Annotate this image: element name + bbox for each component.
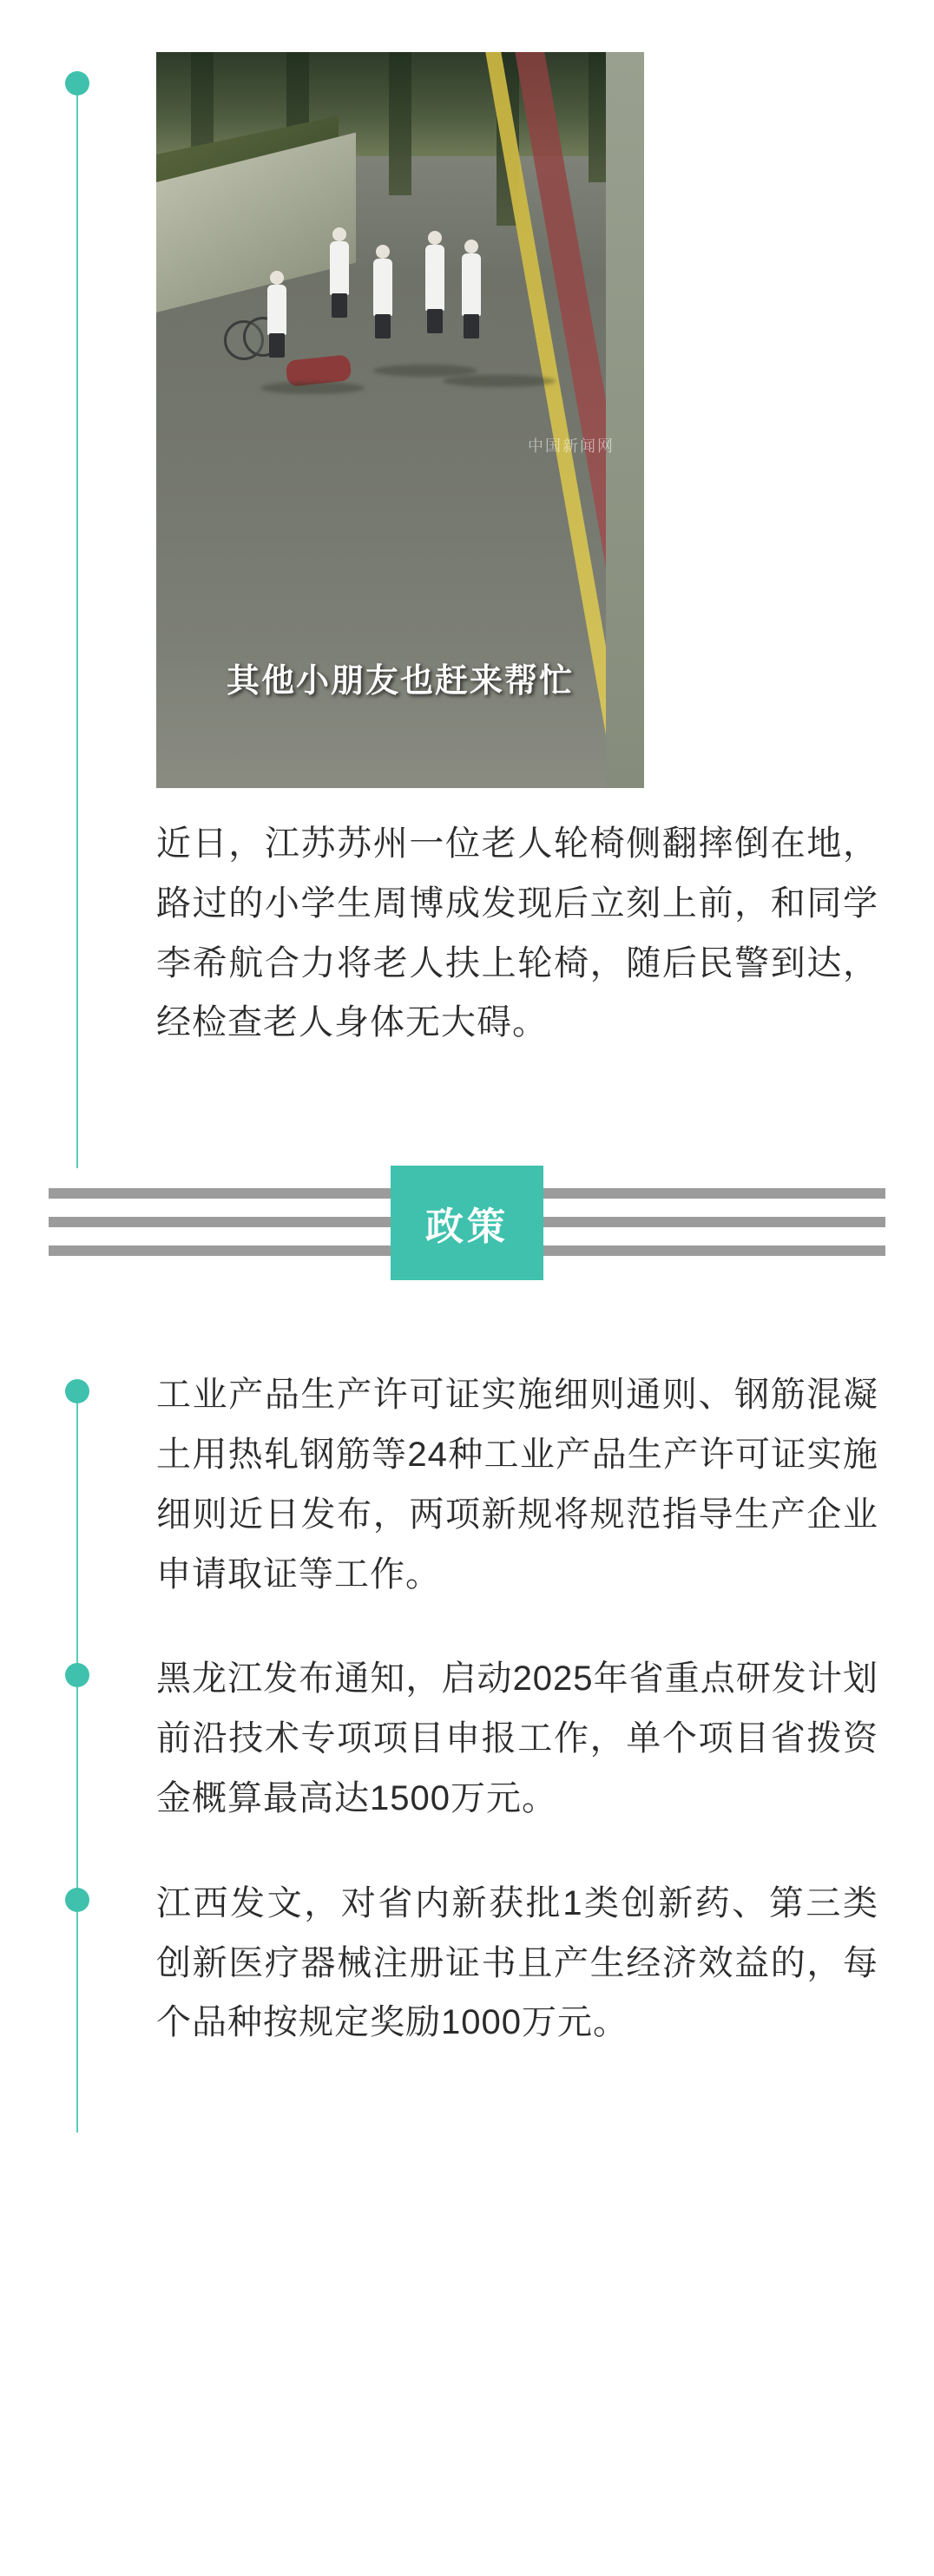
list-item xyxy=(156,1649,878,1828)
timeline-bullet xyxy=(65,71,89,95)
ground-shadow xyxy=(443,375,556,387)
tree-icon xyxy=(389,52,411,195)
list-item xyxy=(156,1874,878,2053)
bullet-dot-icon xyxy=(65,1663,89,1687)
bullet-dot-icon xyxy=(65,1888,89,1912)
section-badge-label: 政策 xyxy=(425,1205,509,1250)
policy-paragraph: 工业产品生产许可证实施细则通则、钢筋混凝土用热轧钢筋等24种工业产品生产许可证实施细则近日发布，两项新规将规范指导生产企业申请取证等工作。 xyxy=(156,1376,878,1594)
policy-timeline-rail xyxy=(76,1391,78,2132)
policy-section xyxy=(0,1365,934,2167)
person-figure xyxy=(373,259,392,316)
ground-shadow xyxy=(260,382,365,394)
person-figure xyxy=(425,245,444,311)
person-figure xyxy=(267,285,286,335)
news-body xyxy=(156,52,878,1053)
bullet-dot-icon xyxy=(65,1379,89,1403)
section-header xyxy=(0,1157,934,1287)
section-badge xyxy=(391,1166,543,1280)
list-item xyxy=(156,1365,878,1604)
news-photo xyxy=(156,52,644,788)
ground-shadow xyxy=(373,365,477,377)
photo-caption: 其他小朋友也赶来帮忙 xyxy=(226,661,574,700)
news-section xyxy=(0,0,934,1053)
photo-watermark: 中国新闻网 xyxy=(528,437,615,455)
timeline-rail xyxy=(76,83,78,1168)
news-paragraph: 近日，江苏苏州一位老人轮椅侧翻摔倒在地，路过的小学生周博成发现后立刻上前，和同学李希航合力将老人扶上轮椅，随后民警到达，经检查老人身体无大碍。 xyxy=(156,825,878,1042)
policy-paragraph: 黑龙江发布通知，启动2025年省重点研发计划前沿技术专项项目申报工作，单个项目省拨资金概算最高达1500万元。 xyxy=(156,1659,878,1817)
person-figure xyxy=(462,253,481,316)
person-figure xyxy=(330,241,349,295)
policy-paragraph: 江西发文，对省内新获批1类创新药、第三类创新医疗器械注册证书且产生经济效益的，每个品种按规定奖励1000万元。 xyxy=(156,1883,878,2042)
